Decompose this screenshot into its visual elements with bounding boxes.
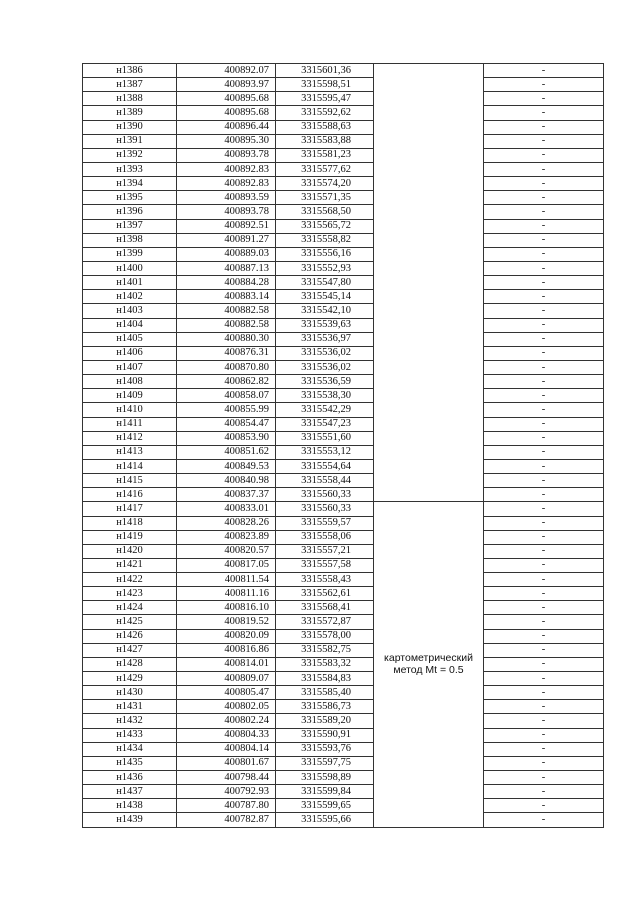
point-name-cell: н1412 [83,431,177,445]
y-coordinate-cell: 3315597,75 [276,756,374,770]
point-name-cell: н1439 [83,813,177,827]
dash-cell: - [484,587,604,601]
table-row [83,785,604,799]
x-coordinate-cell: 400802.24 [177,714,276,728]
table-row [83,530,604,544]
point-name-cell: н1437 [83,785,177,799]
dash-cell: - [484,375,604,389]
x-coordinate-cell: 400792.93 [177,785,276,799]
table-row [83,431,604,445]
table-row [83,544,604,558]
table-row [83,615,604,629]
x-coordinate-cell: 400840.98 [177,474,276,488]
method-cell-lower [374,502,484,827]
point-name-cell: н1402 [83,290,177,304]
y-coordinate-cell: 3315536,97 [276,332,374,346]
x-coordinate-cell: 400858.07 [177,389,276,403]
dash-cell: - [484,643,604,657]
dash-cell: - [484,120,604,134]
table-row [83,261,604,275]
dash-cell: - [484,813,604,827]
dash-cell: - [484,162,604,176]
y-coordinate-cell: 3315547,23 [276,417,374,431]
dash-cell: - [484,516,604,530]
y-coordinate-cell: 3315595,66 [276,813,374,827]
point-name-cell: н1393 [83,162,177,176]
table-row [83,714,604,728]
table-row [83,657,604,671]
table-row [83,445,604,459]
y-coordinate-cell: 3315598,51 [276,78,374,92]
dash-cell: - [484,785,604,799]
x-coordinate-cell: 400804.14 [177,742,276,756]
dash-cell: - [484,756,604,770]
y-coordinate-cell: 3315565,72 [276,219,374,233]
table-row [83,290,604,304]
dash-cell: - [484,177,604,191]
y-coordinate-cell: 3315547,80 [276,276,374,290]
y-coordinate-cell: 3315578,00 [276,629,374,643]
x-coordinate-cell: 400893.78 [177,148,276,162]
y-coordinate-cell: 3315558,06 [276,530,374,544]
x-coordinate-cell: 400820.57 [177,544,276,558]
dash-cell: - [484,78,604,92]
dash-cell: - [484,318,604,332]
point-name-cell: н1436 [83,771,177,785]
y-coordinate-cell: 3315551,60 [276,431,374,445]
y-coordinate-cell: 3315557,58 [276,558,374,572]
coordinates-table [82,63,604,828]
table-row [83,191,604,205]
point-name-cell: н1415 [83,474,177,488]
dash-cell: - [484,191,604,205]
x-coordinate-cell: 400893.97 [177,78,276,92]
point-name-cell: н1431 [83,700,177,714]
point-name-cell: н1421 [83,558,177,572]
x-coordinate-cell: 400817.05 [177,558,276,572]
method-label-line1: картометрический [384,652,473,665]
x-coordinate-cell: 400892.07 [177,64,276,78]
y-coordinate-cell: 3315558,43 [276,573,374,587]
y-coordinate-cell: 3315538,30 [276,389,374,403]
point-name-cell: н1403 [83,304,177,318]
y-coordinate-cell: 3315584,83 [276,672,374,686]
x-coordinate-cell: 400896.44 [177,120,276,134]
y-coordinate-cell: 3315574,20 [276,177,374,191]
table-row [83,813,604,827]
point-name-cell: н1430 [83,686,177,700]
coordinates-table-body [83,64,604,828]
point-name-cell: н1419 [83,530,177,544]
y-coordinate-cell: 3315536,59 [276,375,374,389]
x-coordinate-cell: 400876.31 [177,346,276,360]
table-row [83,728,604,742]
point-name-cell: н1418 [83,516,177,530]
table-row [83,134,604,148]
table-row [83,162,604,176]
dash-cell: - [484,573,604,587]
point-name-cell: н1428 [83,657,177,671]
table-row [83,558,604,572]
x-coordinate-cell: 400816.86 [177,643,276,657]
x-coordinate-cell: 400811.16 [177,587,276,601]
dash-cell: - [484,417,604,431]
y-coordinate-cell: 3315539,63 [276,318,374,332]
table-row [83,573,604,587]
x-coordinate-cell: 400819.52 [177,615,276,629]
point-name-cell: н1399 [83,247,177,261]
y-coordinate-cell: 3315582,75 [276,643,374,657]
point-name-cell: н1433 [83,728,177,742]
point-name-cell: н1409 [83,389,177,403]
table-row [83,587,604,601]
x-coordinate-cell: 400887.13 [177,261,276,275]
dash-cell: - [484,403,604,417]
dash-cell: - [484,771,604,785]
y-coordinate-cell: 3315571,35 [276,191,374,205]
point-name-cell: н1416 [83,488,177,502]
x-coordinate-cell: 400851.62 [177,445,276,459]
x-coordinate-cell: 400883.14 [177,290,276,304]
y-coordinate-cell: 3315557,21 [276,544,374,558]
y-coordinate-cell: 3315542,29 [276,403,374,417]
point-name-cell: н1392 [83,148,177,162]
dash-cell: - [484,219,604,233]
table-row [83,742,604,756]
x-coordinate-cell: 400828.26 [177,516,276,530]
dash-cell: - [484,629,604,643]
dash-cell: - [484,530,604,544]
x-coordinate-cell: 400895.68 [177,92,276,106]
point-name-cell: н1414 [83,459,177,473]
point-name-cell: н1400 [83,261,177,275]
y-coordinate-cell: 3315553,12 [276,445,374,459]
point-name-cell: н1391 [83,134,177,148]
y-coordinate-cell: 3315588,63 [276,120,374,134]
x-coordinate-cell: 400889.03 [177,247,276,261]
x-coordinate-cell: 400880.30 [177,332,276,346]
x-coordinate-cell: 400804.33 [177,728,276,742]
y-coordinate-cell: 3315542,10 [276,304,374,318]
y-coordinate-cell: 3315568,41 [276,601,374,615]
x-coordinate-cell: 400853.90 [177,431,276,445]
method-cell-upper [374,64,484,502]
y-coordinate-cell: 3315599,65 [276,799,374,813]
point-name-cell: н1423 [83,587,177,601]
table-row [83,205,604,219]
point-name-cell: н1411 [83,417,177,431]
point-name-cell: н1389 [83,106,177,120]
x-coordinate-cell: 400892.83 [177,162,276,176]
y-coordinate-cell: 3315583,88 [276,134,374,148]
table-row [83,106,604,120]
dash-cell: - [484,714,604,728]
x-coordinate-cell: 400891.27 [177,233,276,247]
x-coordinate-cell: 400892.51 [177,219,276,233]
point-name-cell: н1396 [83,205,177,219]
table-row [83,629,604,643]
y-coordinate-cell: 3315577,62 [276,162,374,176]
y-coordinate-cell: 3315558,44 [276,474,374,488]
y-coordinate-cell: 3315589,20 [276,714,374,728]
dash-cell: - [484,389,604,403]
point-name-cell: н1397 [83,219,177,233]
dash-cell: - [484,488,604,502]
y-coordinate-cell: 3315572,87 [276,615,374,629]
point-name-cell: н1390 [83,120,177,134]
x-coordinate-cell: 400882.58 [177,304,276,318]
dash-cell: - [484,360,604,374]
dash-cell: - [484,134,604,148]
table-row [83,771,604,785]
y-coordinate-cell: 3315560,33 [276,488,374,502]
point-name-cell: н1398 [83,233,177,247]
point-name-cell: н1408 [83,375,177,389]
table-row [83,389,604,403]
dash-cell: - [484,261,604,275]
table-row [83,601,604,615]
table-row [83,64,604,78]
table-row [83,219,604,233]
x-coordinate-cell: 400893.59 [177,191,276,205]
y-coordinate-cell: 3315562,61 [276,587,374,601]
dash-cell: - [484,431,604,445]
table-row [83,120,604,134]
dash-cell: - [484,657,604,671]
x-coordinate-cell: 400811.54 [177,573,276,587]
point-name-cell: н1435 [83,756,177,770]
point-name-cell: н1401 [83,276,177,290]
y-coordinate-cell: 3315558,82 [276,233,374,247]
table-row [83,799,604,813]
dash-cell: - [484,728,604,742]
dash-cell: - [484,799,604,813]
x-coordinate-cell: 400809.07 [177,672,276,686]
x-coordinate-cell: 400854.47 [177,417,276,431]
dash-cell: - [484,148,604,162]
point-name-cell: н1394 [83,177,177,191]
point-name-cell: н1420 [83,544,177,558]
table-row [83,233,604,247]
point-name-cell: н1395 [83,191,177,205]
x-coordinate-cell: 400895.30 [177,134,276,148]
x-coordinate-cell: 400798.44 [177,771,276,785]
y-coordinate-cell: 3315545,14 [276,290,374,304]
dash-cell: - [484,742,604,756]
point-name-cell: н1427 [83,643,177,657]
table-row [83,756,604,770]
table-row [83,346,604,360]
dash-cell: - [484,672,604,686]
y-coordinate-cell: 3315559,57 [276,516,374,530]
x-coordinate-cell: 400782.87 [177,813,276,827]
dash-cell: - [484,686,604,700]
y-coordinate-cell: 3315586,73 [276,700,374,714]
point-name-cell: н1404 [83,318,177,332]
x-coordinate-cell: 400893.78 [177,205,276,219]
x-coordinate-cell: 400820.09 [177,629,276,643]
point-name-cell: н1405 [83,332,177,346]
y-coordinate-cell: 3315536,02 [276,360,374,374]
dash-cell: - [484,233,604,247]
table-row [83,700,604,714]
dash-cell: - [484,601,604,615]
dash-cell: - [484,106,604,120]
table-row [83,332,604,346]
point-name-cell: н1425 [83,615,177,629]
point-name-cell: н1422 [83,573,177,587]
x-coordinate-cell: 400895.68 [177,106,276,120]
point-name-cell: н1410 [83,403,177,417]
x-coordinate-cell: 400870.80 [177,360,276,374]
point-name-cell: н1429 [83,672,177,686]
x-coordinate-cell: 400805.47 [177,686,276,700]
y-coordinate-cell: 3315585,40 [276,686,374,700]
y-coordinate-cell: 3315554,64 [276,459,374,473]
point-name-cell: н1406 [83,346,177,360]
dash-cell: - [484,346,604,360]
table-row [83,516,604,530]
y-coordinate-cell: 3315598,89 [276,771,374,785]
dash-cell: - [484,290,604,304]
table-row [83,686,604,700]
y-coordinate-cell: 3315583,32 [276,657,374,671]
dash-cell: - [484,474,604,488]
dash-cell: - [484,558,604,572]
dash-cell: - [484,544,604,558]
dash-cell: - [484,459,604,473]
point-name-cell: н1438 [83,799,177,813]
point-name-cell: н1426 [83,629,177,643]
y-coordinate-cell: 3315536,02 [276,346,374,360]
y-coordinate-cell: 3315568,50 [276,205,374,219]
x-coordinate-cell: 400884.28 [177,276,276,290]
x-coordinate-cell: 400787.80 [177,799,276,813]
x-coordinate-cell: 400833.01 [177,502,276,516]
dash-cell: - [484,502,604,516]
table-row [83,403,604,417]
y-coordinate-cell: 3315593,76 [276,742,374,756]
table-row [83,92,604,106]
x-coordinate-cell: 400801.67 [177,756,276,770]
y-coordinate-cell: 3315595,47 [276,92,374,106]
table-row [83,276,604,290]
dash-cell: - [484,615,604,629]
table-row [83,459,604,473]
dash-cell: - [484,276,604,290]
table-row [83,148,604,162]
x-coordinate-cell: 400814.01 [177,657,276,671]
y-coordinate-cell: 3315592,62 [276,106,374,120]
dash-cell: - [484,700,604,714]
method-label-line2: метод Mt = 0.5 [393,664,464,677]
dash-cell: - [484,304,604,318]
table-row [83,672,604,686]
x-coordinate-cell: 400816.10 [177,601,276,615]
table-row [83,488,604,502]
point-name-cell: н1432 [83,714,177,728]
table-row [83,502,604,516]
y-coordinate-cell: 3315601,36 [276,64,374,78]
y-coordinate-cell: 3315590,91 [276,728,374,742]
table-row [83,304,604,318]
point-name-cell: н1417 [83,502,177,516]
y-coordinate-cell: 3315581,23 [276,148,374,162]
point-name-cell: н1386 [83,64,177,78]
x-coordinate-cell: 400837.37 [177,488,276,502]
y-coordinate-cell: 3315556,16 [276,247,374,261]
y-coordinate-cell: 3315560,33 [276,502,374,516]
point-name-cell: н1387 [83,78,177,92]
dash-cell: - [484,332,604,346]
point-name-cell: н1407 [83,360,177,374]
point-name-cell: н1413 [83,445,177,459]
x-coordinate-cell: 400862.82 [177,375,276,389]
point-name-cell: н1434 [83,742,177,756]
y-coordinate-cell: 3315552,93 [276,261,374,275]
table-row [83,177,604,191]
x-coordinate-cell: 400849.53 [177,459,276,473]
dash-cell: - [484,64,604,78]
dash-cell: - [484,92,604,106]
y-coordinate-cell: 3315599,84 [276,785,374,799]
point-name-cell: н1424 [83,601,177,615]
x-coordinate-cell: 400882.58 [177,318,276,332]
point-name-cell: н1388 [83,92,177,106]
dash-cell: - [484,445,604,459]
x-coordinate-cell: 400892.83 [177,177,276,191]
dash-cell: - [484,247,604,261]
x-coordinate-cell: 400823.89 [177,530,276,544]
table-row [83,360,604,374]
table-row [83,318,604,332]
table-row [83,643,604,657]
table-row [83,375,604,389]
table-row [83,78,604,92]
table-row [83,417,604,431]
dash-cell: - [484,205,604,219]
table-row [83,474,604,488]
x-coordinate-cell: 400802.05 [177,700,276,714]
table-row [83,247,604,261]
x-coordinate-cell: 400855.99 [177,403,276,417]
